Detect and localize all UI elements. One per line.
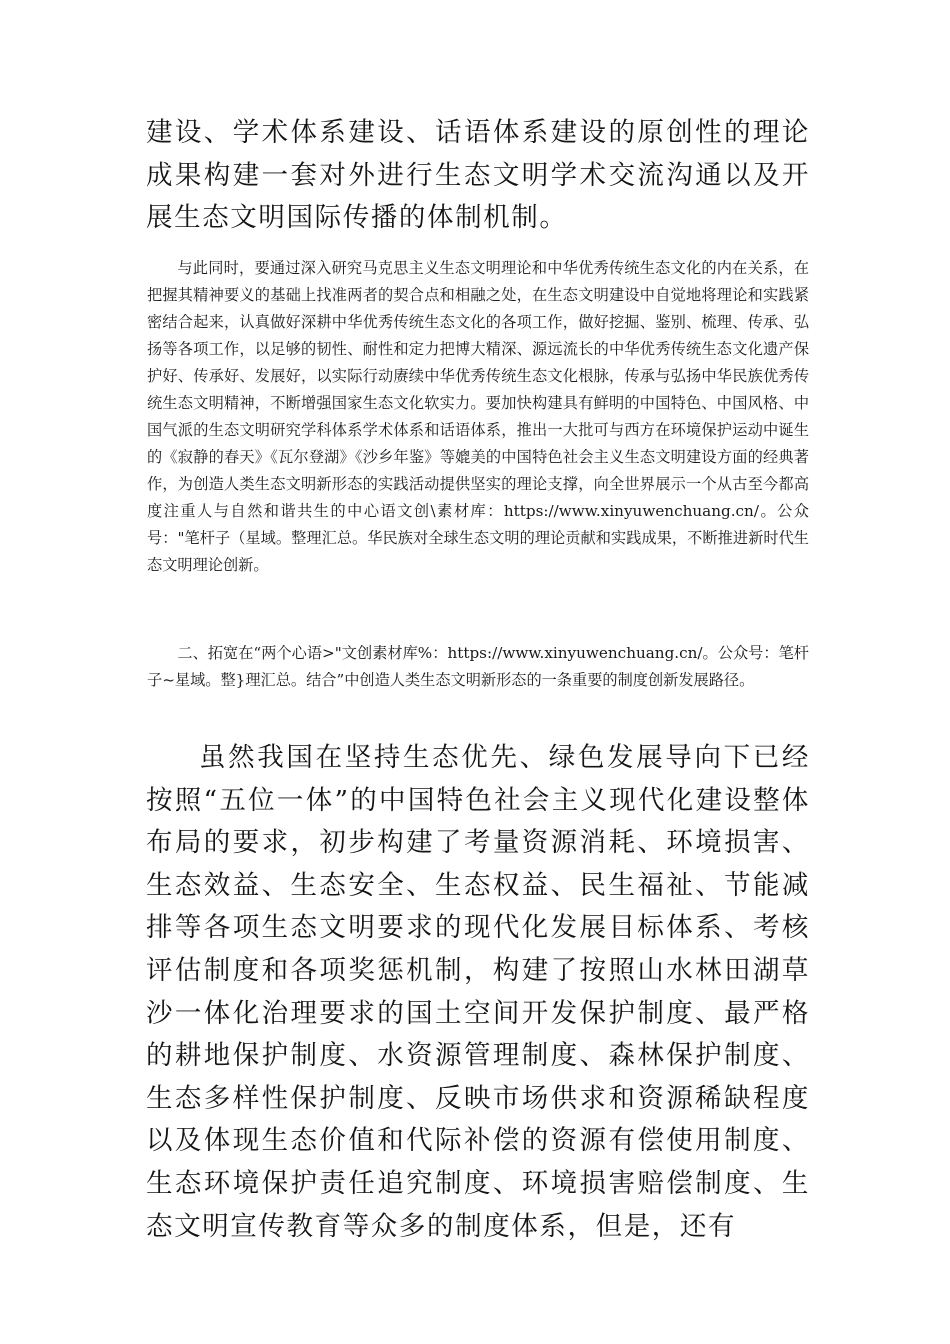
paragraph-top: 建设、学术体系建设、话语体系建设的原创性的理论成果构建一套对外进行生态文明学术交流沟通以及开展生态文明国际传播的体制机制。 [146, 117, 810, 234]
paragraph-middle-2: 二、拓宽在“两个心语>"文创素材库%：https://www.xinyuwenchuang.cn/。公众号：笔杆子~星域。整}理汇总。结合”中创造人类生态文明新形态的一条重要的制度创新发展路径。 [147, 644, 809, 689]
paragraph-middle-1: 与此同时，要通过深入研究马克思主义生态文明理论和中华优秀传统生态文化的内在关系，在把握其精神要义的基础上找准两者的契合点和相融之处，在生态文明建设中自觉地将理论和实践紧密结合起来，认真做好深耕中华优秀传统生态文化的各项工作，做好挖掘、鉴别、梳理、传承、弘扬等各项工作，以足够的韧性、耐性和定力把博大精深、源远流长的中华优秀传统生态文化遗产保护好、传承好、发展好，以实际行动赓续中华优秀传统生态文化根脉，传承与弘扬中华民族优秀传统生态文明精神，不断增强国家生态文化软实力。要加快构建具有鲜明的中国特色、中国风格、中国气派的生态文明研究学科体系学术体系和话语体系，推出一大批可与西方在环境保护运动中诞生的《寂静的春天》《瓦尔登湖》《沙乡年鉴》等媲美的中国特色社会主义生态文明建设方面的经典著作，为创造人类生态文明新形态的实践活动提供坚实的理论支撑，向全世界展示一个从古至今都高度注重人与自然和谐共生的中心语文创\素材库：https://www.xinyuwenchuang.cn/。公众号："笔杆子（星域。整理汇总。华民族对全球生态文明的理论贡献和实践成果，不断推进新时代生态文明理论创新。 [147, 259, 809, 574]
paragraph-bottom: 虽然我国在坚持生态优先、绿色发展导向下已经按照“五位一体”的中国特色社会主义现代化建设整体布局的要求，初步构建了考量资源消耗、环境损害、生态效益、生态安全、生态权益、民生福祉、节能减排等各项生态文明要求的现代化发展目标体系、考核评估制度和各项奖惩机制，构建了按照山水林田湖草沙一体化治理要求的国土空间开发保护制度、最严格的耕地保护制度、水资源管理制度、森林保护制度、生态多样性保护制度、反映市场供求和资源稀缺程度以及体现生态价值和代际补偿的资源有偿使用制度、生态环境保护责任追究制度、环境损害赔偿制度、生态文明宣传教育等众多的制度体系，但是，还有 [146, 742, 810, 1242]
